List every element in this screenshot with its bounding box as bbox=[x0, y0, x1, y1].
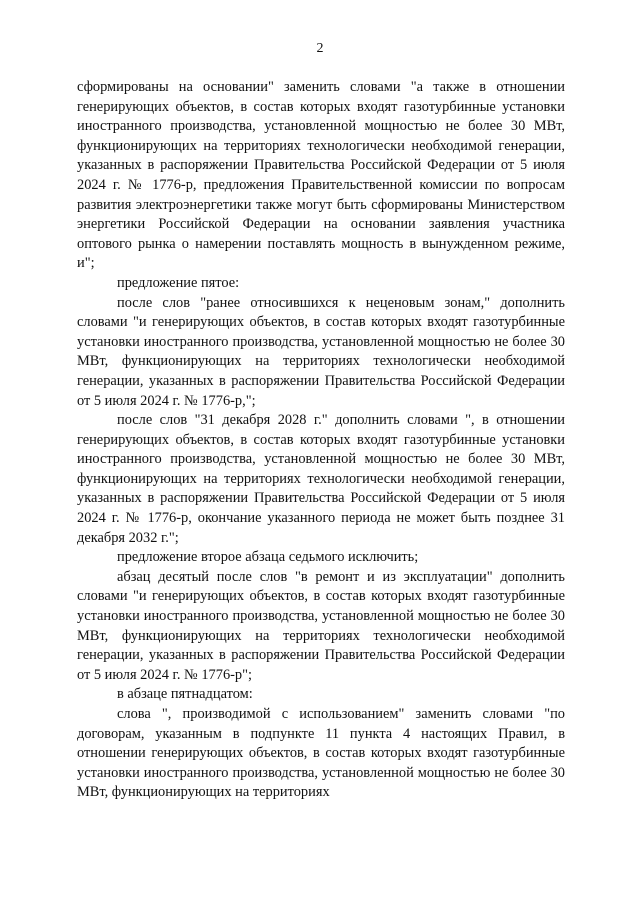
paragraph-sentence-five-heading: предложение пятое: bbox=[117, 274, 240, 291]
paragraph-tenth-supplement: абзац десятый после слов "в ремонт и из эксплуатации" дополнить словами "и генерирующих объектов, в состав которых входят газотурбинные установки иностранного производства, установленной мощностью не более 30 МВт, функционирующих на территориях технологически необходимой генерации, указанных в распоряжении Правительства Российской Федерации от 5 июля 2024 г. № 1776-р"; bbox=[77, 568, 565, 683]
page-number: 2 bbox=[316, 41, 324, 56]
paragraph-after-nonprice-zones: после слов "ранее относившихся к неценовым зонам," дополнить словами "и генерирующих объектов, в состав которых входят газотурбинные установки иностранного производства, установленной мощностью не более 30 МВт, функционирующих на территориях технологически необходимой генерации, указанных в распоряжении Правительства Российской Федерации от 5 июля 2024 г. № 1776-р,"; bbox=[77, 294, 565, 409]
paragraph-after-december-2028: после слов "31 декабря 2028 г." дополнить словами ", в отношении генерирующих объектов, в состав которых входят газотурбинные установки иностранного производства, установленной мощностью не более 30 МВт, функционирующих на территориях технологически необходимой генерации, указанных в распоряжении Правительства Российской Федерации от 5 июля 2024 г. № 1776-р, окончание указанного периода не может быть позднее 31 декабря 2032 г."; bbox=[77, 412, 565, 546]
paragraph-replace-words: слова ", производимой с использованием" заменить словами "по договорам, указанным в подпункте 11 пункта 4 настоящих Правил, в отношении генерирующих объектов, в состав которых входят газотурбинные установки иностранного производства, установленной мощностью не более 30 МВт, функционирующих на территориях bbox=[77, 706, 565, 801]
paragraph-seventh-exclude: предложение второе абзаца седьмого исключить; bbox=[117, 549, 419, 566]
document-body bbox=[77, 78, 565, 803]
paragraph-continuation: сформированы на основании" заменить словами "а также в отношении генерирующих объектов, в состав которых входят газотурбинные установки иностранного производства, установленной мощностью не более 30 МВт, функционирующих на территориях технологически необходимой генерации, указанных в распоряжении Правительства Российской Федерации от 5 июля 2024 г. № 1776-р, предложения Правительственной комиссии по вопросам развития электроэнергетики также могут быть сформированы Министерством энергетики Российской Федерации на основании заявления участника оптового рынка о намерении поставлять мощность в вынужденном режиме, и"; bbox=[77, 79, 565, 272]
paragraph-fifteenth-heading: в абзаце пятнадцатом: bbox=[117, 686, 253, 703]
